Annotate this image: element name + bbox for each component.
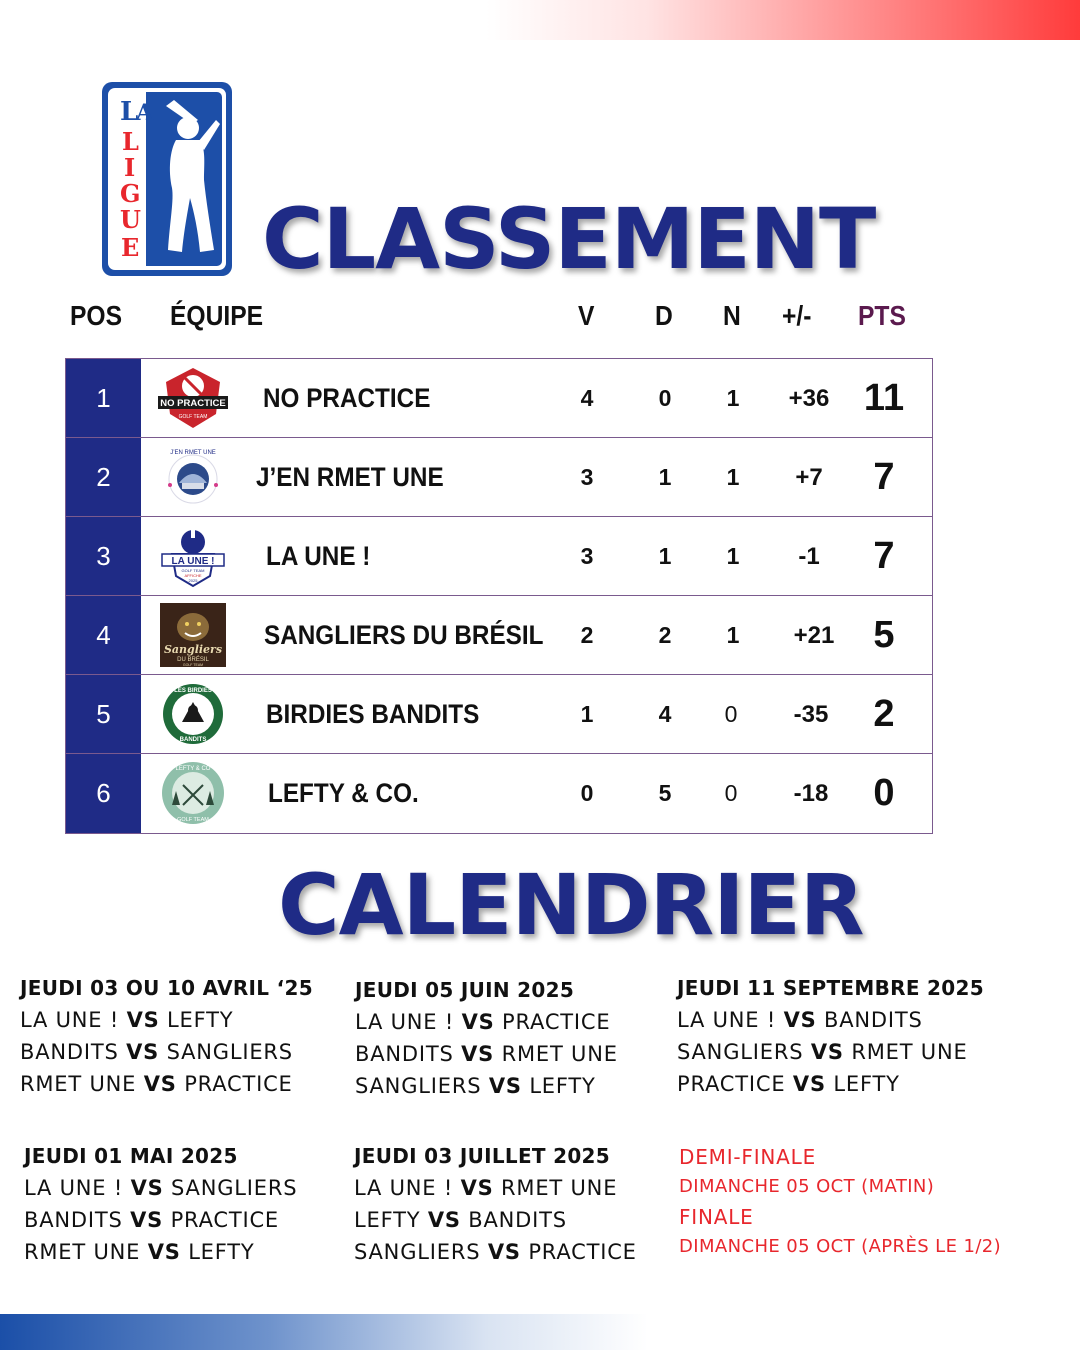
la-une-logo xyxy=(158,524,228,588)
col-header-wins: V xyxy=(578,300,595,331)
draws-value: 0 xyxy=(724,701,738,727)
team-name: J’EN RMET UNE xyxy=(256,462,444,492)
match-line: LA UNE ! VS SANGLIERS xyxy=(24,1176,298,1200)
final-date: DIMANCHE 05 OCT (APRÈS LE 1/2) xyxy=(679,1236,1002,1257)
col-header-losses: D xyxy=(655,300,673,331)
row-position: 3 xyxy=(96,541,111,571)
col-header-draws: N xyxy=(723,300,741,331)
col-header-pos: POS xyxy=(70,300,123,331)
la-une-logo-text: LA UNE ! xyxy=(171,556,215,567)
standings-title: CLASSEMENT xyxy=(262,190,876,288)
col-header-points: PTS xyxy=(858,300,906,331)
calendar-block-may xyxy=(24,1140,297,1268)
points-value: 0 xyxy=(873,772,895,814)
birdies-logo-subtext: BANDITS xyxy=(179,737,207,743)
calendar-block-september xyxy=(677,972,984,1100)
logo-letter-a: A xyxy=(136,100,154,126)
logo-letter-g: G xyxy=(120,179,141,208)
losses-value: 5 xyxy=(658,780,672,806)
logo-letter-i: I xyxy=(124,153,136,182)
calendar-block-june xyxy=(355,974,618,1102)
calendar-date: JEUDI 11 SEPTEMBRE 2025 xyxy=(677,976,984,1000)
logo-letter-e: E xyxy=(121,233,140,262)
match-line: RMET UNE VS PRACTICE xyxy=(20,1072,293,1096)
logo-letter-l1: L xyxy=(120,97,139,127)
wins-value: 1 xyxy=(580,701,594,727)
match-line: LA UNE ! VS BANDITS xyxy=(677,1008,923,1032)
team-name: NO PRACTICE xyxy=(263,383,431,413)
match-line: RMET UNE VS LEFTY xyxy=(24,1240,255,1264)
top-gradient-bar xyxy=(0,0,1080,40)
wins-value: 3 xyxy=(580,543,594,569)
row-position: 5 xyxy=(96,699,111,729)
match-line: PRACTICE VS LEFTY xyxy=(677,1072,900,1096)
diff-value: +36 xyxy=(788,385,830,412)
row-position: 2 xyxy=(96,462,111,492)
losses-value: 4 xyxy=(658,701,672,727)
match-line: SANGLIERS VS LEFTY xyxy=(355,1074,596,1098)
calendar-block-finals xyxy=(679,1142,1001,1262)
match-line: SANGLIERS VS RMET UNE xyxy=(677,1040,968,1064)
row-position: 4 xyxy=(96,620,111,650)
col-header-team: ÉQUIPE xyxy=(170,300,264,331)
losses-value: 0 xyxy=(658,385,672,411)
team-name: BIRDIES BANDITS xyxy=(266,699,480,729)
points-value: 7 xyxy=(873,535,895,577)
table-row xyxy=(66,675,932,754)
draws-value: 0 xyxy=(724,780,738,806)
calendar-title: CALENDRIER xyxy=(278,856,864,954)
match-line: SANGLIERS VS PRACTICE xyxy=(354,1240,637,1264)
final-label: FINALE xyxy=(679,1205,754,1229)
table-row xyxy=(66,517,932,596)
bottom-gradient-bar xyxy=(0,1314,1080,1350)
table-row xyxy=(66,438,932,517)
wins-value: 0 xyxy=(580,780,594,806)
standings-table xyxy=(65,358,933,834)
calendar-date: JEUDI 03 OU 10 AVRIL ‘25 xyxy=(20,976,313,1000)
match-line: LA UNE ! VS LEFTY xyxy=(20,1008,234,1032)
birdies-bandits-logo xyxy=(158,682,228,746)
table-row xyxy=(66,596,932,675)
match-line: LA UNE ! VS RMET UNE xyxy=(354,1176,618,1200)
la-une-logo-subtext-2: AFFICHE xyxy=(184,573,202,578)
team-name: LEFTY & CO. xyxy=(268,778,419,808)
wins-value: 4 xyxy=(580,385,594,411)
sangliers-logo-subtext: DU BRÉSIL xyxy=(177,657,209,663)
calendar-date: JEUDI 03 JUILLET 2025 xyxy=(354,1144,610,1168)
wins-value: 2 xyxy=(580,622,594,648)
no-practice-logo-subtext: GOLF TEAM xyxy=(178,414,208,420)
draws-value: 1 xyxy=(726,464,740,490)
points-value: 2 xyxy=(873,693,895,735)
lefty-logo-text: LEFTY & CO xyxy=(175,766,211,772)
match-line: LEFTY VS BANDITS xyxy=(354,1208,567,1232)
col-header-diff: +/- xyxy=(782,300,812,331)
la-une-logo-year: 2025 xyxy=(188,578,198,583)
birdies-logo-text: LES BIRDIES xyxy=(174,688,212,694)
points-value: 11 xyxy=(863,377,905,419)
wins-value: 3 xyxy=(580,464,594,490)
team-name: LA UNE ! xyxy=(266,541,371,571)
diff-value: +7 xyxy=(795,464,823,491)
calendar-date: JEUDI 05 JUIN 2025 xyxy=(355,978,575,1002)
league-logo xyxy=(100,80,234,278)
diff-value: +21 xyxy=(793,622,835,649)
diff-value: -18 xyxy=(793,780,829,807)
losses-value: 1 xyxy=(658,543,672,569)
calendar-block-july xyxy=(354,1140,637,1268)
draws-value: 1 xyxy=(726,385,740,411)
draws-value: 1 xyxy=(726,622,740,648)
semi-final-label: DEMI-FINALE xyxy=(679,1145,817,1169)
match-line: LA UNE ! VS PRACTICE xyxy=(355,1010,611,1034)
logo-letter-u: U xyxy=(120,205,141,234)
no-practice-logo-text: NO PRACTICE xyxy=(160,398,226,409)
calendar-block-april xyxy=(20,972,313,1100)
team-name: SANGLIERS DU BRÉSIL xyxy=(264,620,544,650)
diff-value: -35 xyxy=(793,701,829,728)
semi-final-date: DIMANCHE 05 OCT (MATIN) xyxy=(679,1176,935,1197)
no-practice-logo xyxy=(158,366,228,430)
lefty-co-logo xyxy=(158,761,228,825)
lefty-logo-subtext: GOLF TEAM xyxy=(177,817,209,823)
points-value: 7 xyxy=(873,456,895,498)
losses-value: 1 xyxy=(658,464,672,490)
sangliers-logo-text: Sangliers xyxy=(163,643,223,656)
rmet-une-logo-text: J’EN RMET UNE xyxy=(170,450,216,456)
table-row xyxy=(66,754,932,833)
rmet-une-logo xyxy=(158,445,228,509)
diff-value: -1 xyxy=(798,543,820,570)
row-position: 1 xyxy=(96,383,111,413)
draws-value: 1 xyxy=(726,543,740,569)
calendar-date: JEUDI 01 MAI 2025 xyxy=(24,1144,238,1168)
la-une-logo-subtext: GOLF TEAM xyxy=(181,568,205,573)
sangliers-logo-subtext-2: GOLF TEAM xyxy=(182,663,204,667)
sangliers-logo xyxy=(158,603,228,667)
points-value: 5 xyxy=(873,614,895,656)
row-position: 6 xyxy=(96,778,111,808)
match-line: BANDITS VS SANGLIERS xyxy=(20,1040,293,1064)
match-line: BANDITS VS RMET UNE xyxy=(355,1042,618,1066)
match-line: BANDITS VS PRACTICE xyxy=(24,1208,279,1232)
losses-value: 2 xyxy=(658,622,672,648)
table-row xyxy=(66,359,932,438)
logo-letter-l2: L xyxy=(122,127,139,156)
